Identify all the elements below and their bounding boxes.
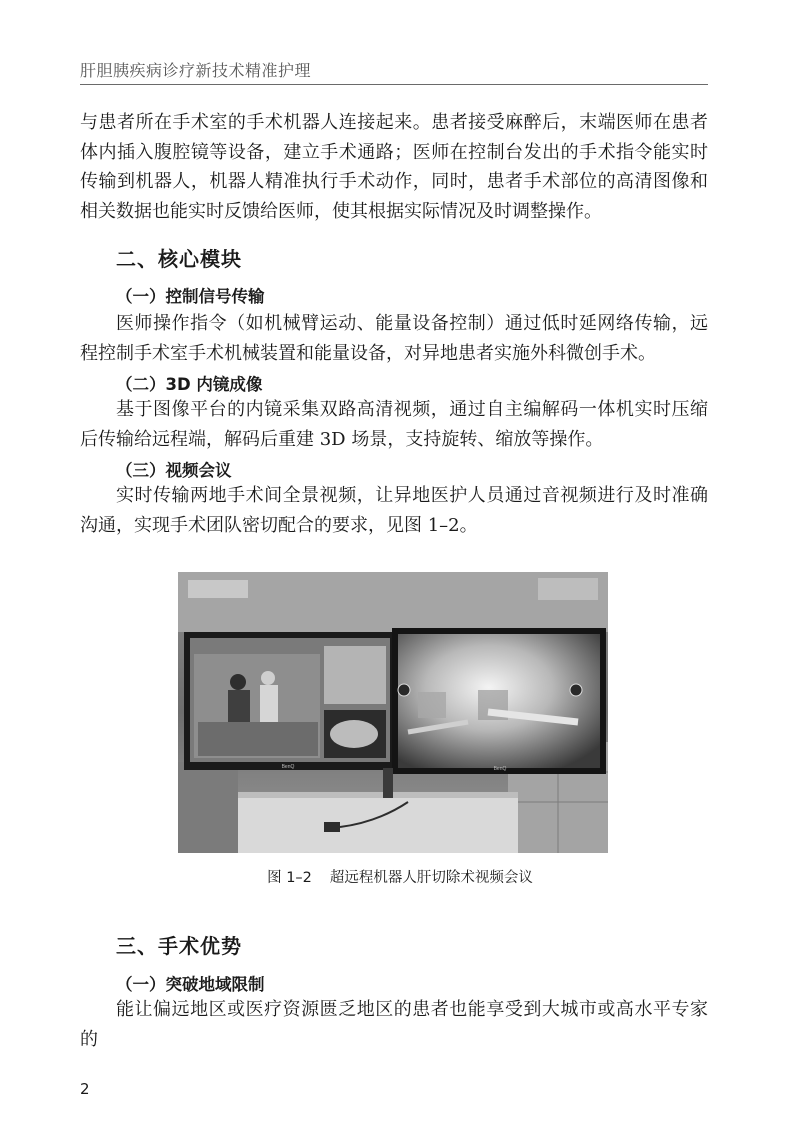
figure-number: 图 1–2 <box>267 870 312 886</box>
subsection-heading-video-conference: （三）视频会议 <box>116 461 232 480</box>
figure-photo <box>178 572 608 853</box>
figure-caption-text: 超远程机器人肝切除术视频会议 <box>329 870 533 886</box>
video-conference-photo <box>178 572 608 853</box>
paragraph-3d-endoscope: 基于图像平台的内镜采集双路高清视频，通过自主编解码一体机实时压缩后传输给远程端，解码后重建 3D 场景，支持旋转、缩放等操作。 <box>80 399 708 450</box>
paragraph-video-conference: 实时传输两地手术间全景视频，让异地医护人员通过音视频进行及时准确沟通，实现手术团队密切配合的要求，见图 1–2。 <box>80 485 708 536</box>
left-monitor-brand: BenQ <box>281 764 295 770</box>
page-number: 2 <box>80 1080 90 1098</box>
section-heading-advantages: 三、手术优势 <box>116 934 242 958</box>
subsection-heading-control-signal: （一）控制信号传输 <box>116 287 265 306</box>
subsection-heading-break-region: （一）突破地域限制 <box>116 975 265 994</box>
section-heading-core-modules: 二、核心模块 <box>116 247 242 271</box>
paragraph-break-region: 能让偏远地区或医疗资源匮乏地区的患者也能享受到大城市或高水平专家的 <box>80 999 708 1050</box>
right-monitor-brand: BenQ <box>493 766 507 772</box>
intro-paragraph: 与患者所在手术室的手术机器人连接起来。患者接受麻醉后，末端医师在患者体内插入腹腔镜等设备，建立手术通路；医师在控制台发出的手术指令能实时传输到机器人，机器人精准执行手术动作，同时，患者手术部位的高清图像和相关数据也能实时反馈给医师，使其根据实际情况及时调整操作。 <box>80 112 708 222</box>
header-rule <box>80 84 708 85</box>
figure-caption <box>0 866 800 887</box>
subsection-heading-3d-endoscope: （二）3D 内镜成像 <box>116 375 263 394</box>
running-header: 肝胆胰疾病诊疗新技术精准护理 <box>80 61 312 80</box>
paragraph-control-signal: 医师操作指令（如机械臂运动、能量设备控制）通过低时延网络传输，远程控制手术室手术机械装置和能量设备，对异地患者实施外科微创手术。 <box>80 313 708 364</box>
